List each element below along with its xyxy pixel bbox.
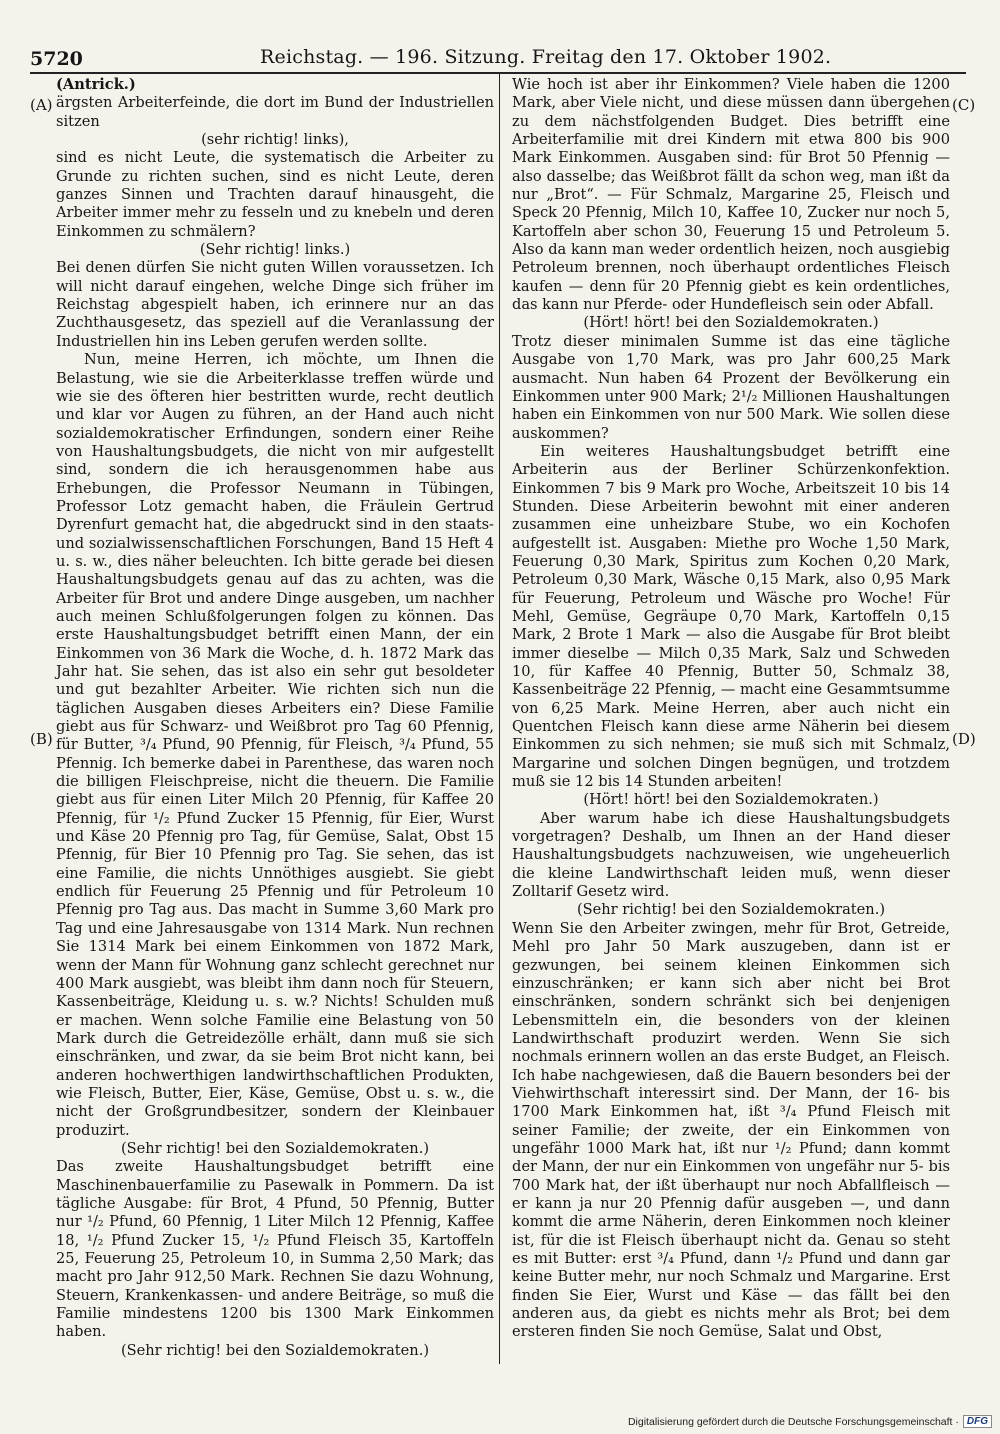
interjection: (sehr richtig! links), [201, 131, 349, 149]
paragraph: Nun, meine Herren, ich möchte, um Ihnen die Belastung, wie sie die Arbeiterklasse treffen würde und wie sie des öfteren hier bestritten wurde, recht deutlich und klar vor Augen zu führen, an der Hand auch nicht sozialdemokratischer Erfindungen, sondern einer Reihe von Haushaltungsbudgets, die nicht von mir aufgestellt sind, sondern die ich herausgenommen habe aus Erhebungen, die Professor Neumann in Tübingen, Professor Lotz gemacht haben, die Fräulein Gertrud Dyrenfurt gemacht hat, die abgedruckt sind in den staats- und sozialwissenschaftlichen Forschungen, Band 15 Heft 4 u. s. w., dies näher beleuchten. Ich bitte gerade bei diesen Haushaltungsbudgets genau auf das zu achten, was die Arbeiter für Brot und andere Dinge ausgeben, um nachher auch meinen Schlußfolgerungen folgen zu können. Das erste Haushaltungsbudget betrifft einen Mann, der ein Einkommen von 36 Mark die Woche, d. h. 1872 Mark das Jahr hat. Sie sehen, das ist also ein sehr gut besoldeter und gut bezahlter Arbeiter. Wie richten sich nun die täglichen Ausgaben dieses Arbeiters ein? Diese Familie giebt aus für Schwarz- und Weißbrot pro Tag 60 Pfennig, für Butter, ³/₄ Pfund, 90 Pfennig, für Fleisch, ³/₄ Pfund, 55 Pfennig. Ich bemerke dabei in Parenthese, das waren noch die billigen Fleischpreise, nicht die theuern. Die Familie giebt aus für einen Liter Milch 20 Pfennig, für Kaffee 20 Pfennig, für ¹/₂ Pfund Zucker 15 Pfennig, für Eier, Wurst und Käse 20 Pfennig pro Tag, für Gemüse, Salat, Obst 15 Pfennig, für Bier 10 Pfennig pro Tag. Sie sehen, das ist eine Familie, die nichts Unnöthiges ausgiebt. Sie giebt endlich für Feuerung 25 Pfennig und für Petroleum 10 Pfennig pro Tag aus. Das macht in Summe 3,60 Mark pro Tag und eine Jahresausgabe von 1314 Mark. Nun rechnen Sie 1314 Mark bei einem Einkommen von 1872 Mark, wenn der Mann für Wohnung ganz schlecht gerechnet nur 400 Mark ausgiebt, was bleibt ihm dann noch für Steuern, Kassenbeiträge, Kleidung u. s. w.? Nichts! Schulden muß er machen. Wenn solche Familie eine Belastung von 50 Mark durch die Getreidezölle erhält, dann muß sie sich einschränken, und zwar, da sie beim Brot nicht kann, bei anderen hochwerthigen landwirthschaftlichen Produkten, wie Fleisch, Butter, Eier, Käse, Gemüse, Obst u. s. w., die nicht der Großgrundbesitzer, sondern der Kleinbauer produzirt. [56, 351, 494, 1139]
margin-mark-c: (C) [952, 96, 976, 114]
interjection: (Hört! hört! bei den Sozialdemokraten.) [583, 314, 879, 332]
paragraph: Aber warum habe ich diese Haushaltungsbudgets vorgetragen? Deshalb, um Ihnen an der Hand dieser Haushaltungsbudgets nachzuweisen, wie ungeheuerlich die kleine Landwirthschaft leiden muß, wenn dieser Zolltarif Gesetz wird. [512, 809, 950, 901]
page-number: 5720 [30, 48, 83, 70]
header-rule [30, 72, 966, 74]
interjection: (Sehr richtig! bei den Sozialdemokraten.) [120, 1341, 430, 1359]
paragraph: ärgsten Arbeiterfeinde, die dort im Bund der Industriellen sitzen [56, 94, 494, 130]
margin-mark-a: (A) [30, 96, 53, 114]
paragraph: sind es nicht Leute, die systematisch die Arbeiter zu Grunde zu richten suchen, sind es nicht Leute, deren ganzes Sinnen und Trachten darauf hinausgeht, die Arbeiter immer mehr zu fesseln und zu knebeln und deren Einkommen zu schmälern? [56, 149, 494, 240]
footer-credit: Digitalisierung gefördert durch die Deutsche Forschungsgemeinschaft · [627, 1415, 959, 1428]
speaker-context: (Antrick.) [56, 76, 136, 93]
margin-mark-b: (B) [30, 730, 53, 748]
paragraph: Wenn Sie den Arbeiter zwingen, mehr für Brot, Getreide, Mehl pro Jahr 50 Mark auszugeben, dann ist er gezwungen, bei seinem kleinen Einkommen sich einzuschränken; er kann sich aber nicht bei Brot einschränken, sondern schränkt sich bei denjenigen Lebensmitteln ein, die besonders von der kleinen Landwirthschaft produzirt werden. Wenn Sie sich nochmals erinnern wollen an das erste Budget, an Fleisch. Ich habe nachgewiesen, daß die Bauern besonders bei der Viehwirthschaft interessirt sind. Der Mann, der 16- bis 1700 Mark Einkommen hat, ißt ³/₄ Pfund Fleisch mit seiner Familie; der zweite, der ein Einkommen von ungefähr 1000 Mark hat, ißt nur ¹/₂ Pfund; dann kommt der Mann, der nur ein Einkommen von ungefähr nur 5- bis 700 Mark hat, der ißt überhaupt nur noch Abfallfleisch — er kann ja nur 20 Pfennig dafür ausgeben —, und dann kommt die arme Näherin, deren Einkommen noch kleiner ist, für die ist Fleisch überhaupt nicht da. Genau so steht es mit Butter: erst ³/₄ Pfund, dann ¹/₂ Pfund und dann gar keine Butter mehr, nur noch Schmalz und Margarine. Erst finden Sie Eier, Wurst und Käse — das fällt bei den anderen aus, da giebt es nichts mehr als Brot; bei dem ersteren finden Sie noch Gemüse, Salat und Obst, [512, 919, 950, 1341]
column-divider [499, 74, 500, 1364]
page-header [30, 44, 966, 70]
footer [628, 1415, 992, 1428]
paragraph: Ein weiteres Haushaltungsbudget betrifft eine Arbeiterin aus der Berliner Schürzenkonfektion. Einkommen 7 bis 9 Mark pro Woche, Arbeitszeit 10 bis 14 Stunden. Diese Arbeiterin bewohnt mit einer anderen zusammen eine unheizbare Stube, wo ein Kochofen aufgestellt ist. Ausgaben: Miethe pro Woche 1,50 Mark, Feuerung 0,30 Mark, Spiritus zum Kochen 0,20 Mark, Petroleum 0,30 Mark, Wäsche 0,15 Mark, also 0,95 Mark für Feuerung, Petroleum und Wäsche pro Woche! Für Mehl, Gemüse, Gegräupe 0,70 Mark, Kartoffeln 0,15 Mark, 2 Brote 1 Mark — also die Ausgabe für Brot bleibt immer dieselbe — Milch 0,35 Mark, Salz und Schweden 10, für Kaffee 40 Pfennig, Butter 50, Schmalz 38, Kassenbeiträge 22 Pfennig, — macht eine Gesammtsumme von 6,25 Mark. Meine Herren, aber auch nicht ein Quentchen Fleisch kann diese arme Näherin bei diesem Einkommen zu sich nehmen; sie muß sich mit Schmalz, Margarine und solchen Dingen begnügen, und trotzdem muß sie 12 bis 14 Stunden arbeiten! [512, 442, 950, 791]
dfg-logo: DFG [963, 1415, 992, 1428]
paragraph: Wie hoch ist aber ihr Einkommen? Viele haben die 1200 Mark, aber Viele nicht, und diese müssen dann übergehen zu dem nächstfolgenden Budget. Dies betrifft eine Arbeiterfamilie mit drei Kindern mit etwa 800 bis 900 Mark Einkommen. Ausgaben sind: für Brot 50 Pfennig — also dasselbe; das Weißbrot fällt da schon weg, man ißt da nur „Brot“. — Für Schmalz, Margarine 25, Fleisch und Speck 20 Pfennig, Milch 10, Kaffee 10, Zucker nur noch 5, Kartoffeln aber schon 30, Feuerung 15 und Petroleum 5. Also da kann man weder ordentlich heizen, noch ausgiebig Petroleum brennen, noch überhaupt ordentliches Fleisch kaufen — denn für 20 Pfennig giebt es kein ordentliches, das kann nur Pferde- oder Hundefleisch sein oder Abfall. [512, 76, 950, 314]
paragraph: Trotz dieser minimalen Summe ist das eine tägliche Ausgabe von 1,70 Mark, was pro Jahr 600,25 Mark ausmacht. Nun haben 64 Prozent der Bevölkerung ein Einkommen unter 900 Mark; 2¹/₂ Millionen Haushaltungen haben ein Einkommen von nur 500 Mark. Wie sollen diese auskommen? [512, 332, 950, 442]
interjection: (Sehr richtig! bei den Sozialdemokraten.) [576, 901, 886, 919]
margin-mark-d: (D) [952, 730, 976, 748]
right-column [512, 76, 950, 1342]
running-title: Reichstag. — 196. Sitzung. Freitag den 17. Oktober 1902. [260, 46, 832, 68]
left-column [56, 76, 494, 1360]
interjection: (Sehr richtig! bei den Sozialdemokraten.) [120, 1139, 430, 1157]
interjection: (Hört! hört! bei den Sozialdemokraten.) [583, 791, 879, 809]
paragraph: Das zweite Haushaltungsbudget betrifft eine Maschinenbauerfamilie zu Pasewalk in Pommern. Da ist tägliche Ausgabe: für Brot, 4 Pfund, 50 Pfennig, Butter nur ¹/₂ Pfund, 60 Pfennig, 1 Liter Milch 12 Pfennig, Kaffee 18, ¹/₂ Pfund Zucker 15, ¹/₂ Pfund Fleisch 35, Kartoffeln 25, Feuerung 25, Petroleum 10, in Summa 2,50 Mark; das macht pro Jahr 912,50 Mark. Rechnen Sie dazu Wohnung, Steuern, Krankenkassen- und andere Beiträge, so muß die Familie mindestens 1200 bis 1300 Mark Einkommen haben. [56, 1158, 494, 1341]
interjection: (Sehr richtig! links.) [199, 241, 351, 259]
paragraph: Bei denen dürfen Sie nicht guten Willen voraussetzen. Ich will nicht darauf eingehen, welche Dinge sich früher im Reichstag abgespielt haben, ich erinnere nur an das Zuchthausgesetz, das speziell auf die Veranlassung der Industriellen hin ins Leben gerufen werden sollte. [56, 259, 494, 350]
